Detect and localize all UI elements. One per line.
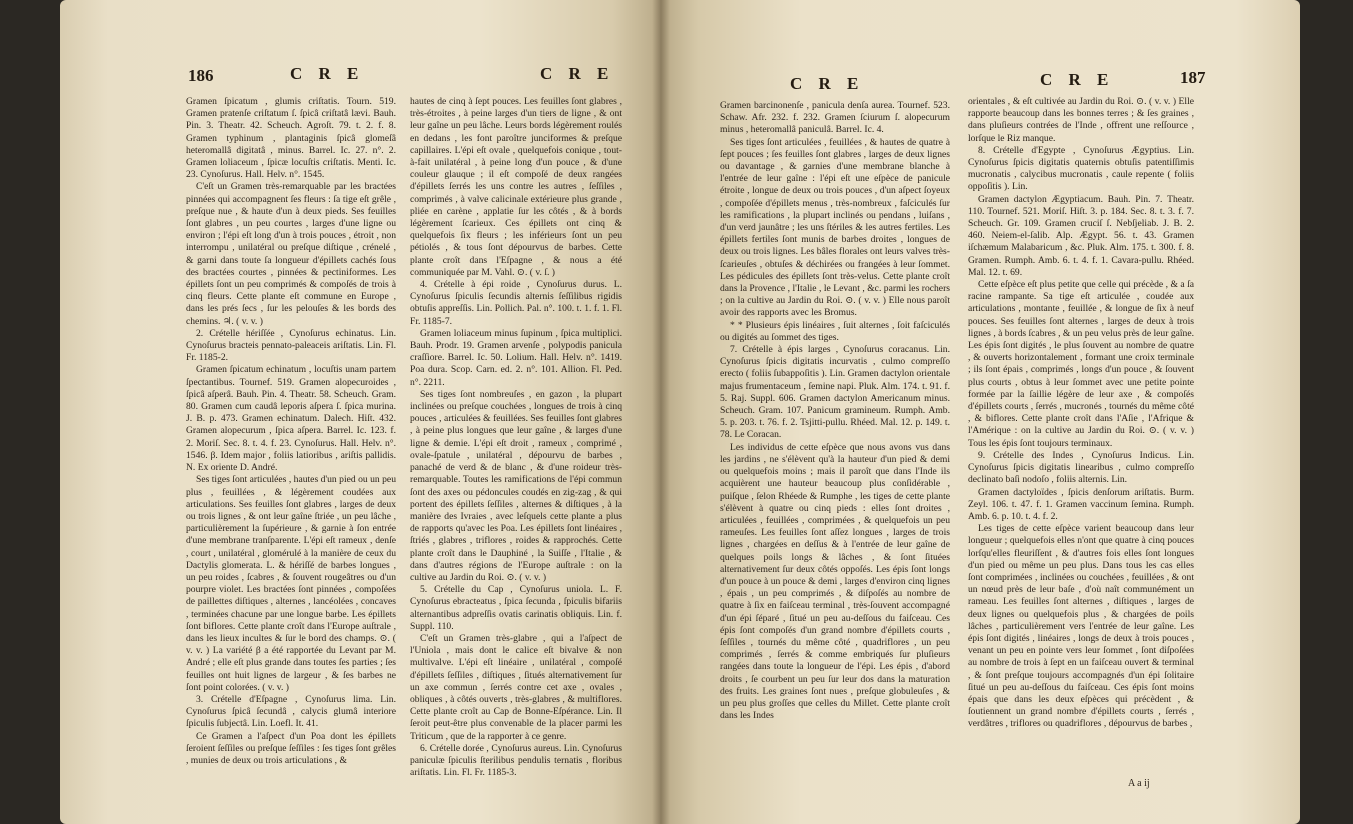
paragraph: Ses tiges ſont articulées , hautes d'un pied ou un peu plus , feuillées , & légèrement coudées aux articulations. Ses feuilles ſont glabres , larges de deux ou trois lignes , & ont leur gaîne ſtriée , un peu lâche , particulièrement la ſupérieure , & garnie à ſon entrée d'une membrane tranſparente. L'épi eſt rameux , denſe , court , unilatéral , glomérulé à la manière de ceux du Dactylis glomerata. L. & hériſſé de barbes longues , un peu roides , ſcabres , & ſouvent rougeâtres ou d'un pourpre violet. Les bractées ſont pinnées , compoſées de paillettes diſtiques , alternes , lancéolées , concaves , terminées chacune par une longue barbe. Les épillets ſont biflores. Cette plante croît dans l'Europe auſtrale , dans les lieux incultes & ſur le bord des champs. ⊙. ( v. v. ) La variété β a été rapportée du Levant par M. André ; elle eſt plus grande dans toutes ſes parties ; ſes feuilles ont huit lignes de largeur , & ſes barbes ne ſont point colorées. ( v. v. ) xyxy=(186,474,396,693)
page-number-right: 187 xyxy=(1180,68,1206,87)
paragraph: Ses tiges ſont nombreuſes , en gazon , la plupart inclinées ou preſque couchées , longues de trois à cinq pouces , articulées & feuillées. Ses feuilles ſont glabres , à peine plus longues que leur gaîne , & larges d'une ligne & demie. L'épi eſt droit , rameux , comprimé , ovale-ſpatule , unilatéral , dépourvu de barbes , panaché de verd & de blanc , & d'une roideur très-remarquable. Toutes les ramifications de l'épi commun ſont des axes ou pédoncules coudés en zig-zag , & qui portent des épillets ſeſſiles , alternes & diſtiques , à la manière des Ivraies , avec leſquels cette plante a plus de rapports qu'avec les Poa. Les épillets ſont linéaires , ſtriés , glabres , triflores , roides & rapprochés. Cette plante croît dans le Dauphiné , la Suiſſe , l'Italie , & dans d'autres régions de l'Europe auſtrale : on la cultive au Jardin du Roi. ⊙. ( v. v. ) xyxy=(410,388,622,583)
running-head-right-1: C R E xyxy=(790,74,865,93)
paragraph: Ses tiges ſont articulées , feuillées , & hautes de quatre à ſept pouces ; ſes feuilles ſont glabres , larges de deux lignes ou davantage , & garnies d'une membrane blanche à l'entrée de leur gaîne : l'épi eſt une eſpèce de panicule étroite , longue de deux ou trois pouces , d'un aſpect ſoyeux , compoſée d'épillets menus , très-nombreux , faſciculés ſur les ramifications , la plupart inclinés ou pendans , luiſans , d'un verd jaunâtre ; les uns ſtériles & les autres fertiles. Les épillets fertiles ſont munis de barbes droites , longues de deux ou trois lignes. Les bâles florales ont leurs valves très-ſcarieuſes , obtuſes & déchirées ou frangées à leur ſommet. Les pédicules des épillets ſont très-velus. Cette plante croît dans la Provence , l'Italie , le Levant , &c. parmi les rochers ; on la cultive au Jardin du Roi. ⊙. ( v. v. ) Elle nous paroît avoir des rapports avec les Bromus. xyxy=(720,136,950,319)
right-column-1 xyxy=(720,100,950,722)
open-book xyxy=(60,0,1300,824)
paragraph: 6. Crételle dorée , Cynoſurus aureus. Lin. Cynoſurus paniculæ ſpiculis ſterilibus pendulis ternatis , floribus ariſtatis. Lin. Fl. Fr. 1185-3. xyxy=(410,742,622,779)
paragraph: Gramen ſpicatum echinatum , locuſtis unam partem ſpectantibus. Tournef. 519. Gramen alopecuroides , ſpicâ aſperâ. Bauh. Pin. 4. Theatr. 58. Scheuch. Gram. 80. Gramen cum caudâ leporis aſpera ſ. ſpica murina. J. B. p. 473. Gramen echinatum. Dalech. Hiſt. 432. Gramen alopecurum , ſpica aſpera. Barrel. Ic. 123. f. 2. Moriſ. Sec. 8. t. 4. f. 23. Cynoſurus. Hall. Helv. n°. 1546. β. Idem major , foliis latioribus , ariſtis pallidis. N. Ex oriente D. André. xyxy=(186,364,396,474)
paragraph: C'eſt un Gramen très-glabre , qui a l'aſpect de l'Uniola , mais dont le calice eſt bivalve & non multivalve. L'épi eſt linéaire , unilatéral , compoſé d'épillets ſeſſiles , diſtiques , ſitués alternativement ſur un axe commun , ſerrés contre cet axe , ovales , obliques , à côtés ouverts , très-glabres , & multiflores. Cette plante croît au Cap de Bonne-Eſpérance. Lin. Il ſeroit peut-être plus convenable de la placer parmi les Triticum , que de la rapporter à ce genre. xyxy=(410,632,622,742)
paragraph: * * Plusieurs épis linéaires , ſuit alternes , ſoit faſciculés ou digités au ſommet des tiges. xyxy=(720,319,950,343)
paragraph: orientales , & eſt cultivée au Jardin du Roi. ⊙. ( v. v. ) Elle rapporte beaucoup dans les bonnes terres ; & ſes graines , dans pluſieurs contrées de l'Inde , offrent une reſſource , lorſque le Riz manque. xyxy=(968,96,1194,144)
right-column-2 xyxy=(968,96,1194,731)
paragraph: Gramen ſpicatum , glumis criſtatis. Tourn. 519. Gramen pratenſe criſtatum ſ. ſpicâ criſtatâ lævi. Bauh. Pin. 3. Theatr. 42. Scheuch. Agroſt. 79. t. 2. f. 8. Gramen typhinum , plantaginis ſpicâ glomeſâ heteromallâ digitatâ , minus. Barrel. Ic. 27. n°. 2. Gramen loliaceum , ſpicæ locuſtis criſtatis. Menti. Ic. 23. Cynoſurus. Hall. Helv. n°. 1545. xyxy=(186,96,396,181)
book-gutter xyxy=(652,0,670,824)
paragraph: 4. Crételle à épi roide , Cynoſurus durus. L. Cynoſurus ſpiculis ſecundis alternis ſeſſilibus rigidis obtuſis appreſſis. Lin. Pollich. Pal. n°. 100. t. 1. f. 1. Fl. Fr. 1185-7. xyxy=(410,279,622,327)
paragraph: C'eſt un Gramen très-remarquable par les bractées pinnées qui accompagnent ſes fleurs : ſa tige eſt grêle , preſque nue , & haute d'un à deux pieds. Ses feuilles ſont glabres , un peu courtes , larges d'une ligne ou environ ; l'épi eſt long d'un à trois pouces , étroit , non interrompu , unilatéral ou preſque diſtique , crénelé , & garni dans toute ſa longueur d'épillets cachés ſous des bractées courtes , pinnées & pectiniformes. Les épillets ſont un peu comprimés & compoſés de trois à cinq fleurs. Cette plante eſt commune en Europe , dans les prés ſecs , ſur les pelouſes & les bords des chemins. ♃. ( v. v. ) xyxy=(186,181,396,327)
paragraph: 8. Crételle d'Egypte , Cynoſurus Ægyptius. Lin. Cynoſurus ſpicis digitatis quaternis obtuſis patentiſſimis mucronatis , calycibus mucronatis , caule repente ( foliis oppoſitis ). Lin. xyxy=(968,144,1194,193)
signature-mark: A a ij xyxy=(1128,778,1150,789)
running-head-right-2: C R E xyxy=(1040,70,1115,89)
paragraph: Gramen dactylon Ægyptiacum. Bauh. Pin. 7. Theatr. 110. Tournef. 521. Moriſ. Hiſt. 3. p. 184. Sec. 8. t. 3. f. 7. Scheuch. Gr. 109. Gramen cruciſ ſ. Nebſjeliab. J. B. 2. 460. Neiem-el-ſalib. Alp. Ægypt. 56. t. 43. Gramen iſchæmum Malabaricum , &c. Pluk. Alm. 175. t. 300. f. 8. Gramen. Rumph. Amb. 6. t. 4. f. 1. Cavara-pullu. Rhéed. Mal. 12. t. 69. xyxy=(968,193,1194,278)
paragraph: Les tiges de cette eſpèce varient beaucoup dans leur longueur ; quelquefois elles n'ont que quatre à cinq pouces lorſqu'elles fleuriſſent , & d'autres fois elles ſont longues d'un pied ou même un peu plus. Dans tous les cas elles ſont comprimées , inclinées ou couchées , feuillées , & ont un nœud près de leur baſe , d'où naît communément un rameau. Les feuilles ſont alternes , diſtiques , larges de deux lignes ou quelquefois plus , & chargées de poils lâches , particulièrement vers l'entrée de leur gaîne. Les épis ſont digités , linéaires , longs de deux à trois pouces , venant un peu en pointe vers leur ſommet , ſont diſpoſées au nombre de trois à ſept en un faiſceau ouvert & terminal , & ſont preſque toujours accompagnés d'un épi ſolitaire ſitué un peu au-deſſous du faiſceau. Ces épis ſont moins épais que dans les deux eſpèces qui précèdent , & ſoutiennent un grand nombre d'épillets courts , ſerrés , verdâtres , triflores ou quadriflores , dépourvus de barbes , xyxy=(968,523,1194,730)
paragraph: Cette eſpèce eſt plus petite que celle qui précède , & a ſa racine rampante. Sa tige eſt articulée , coudée aux articulations , montante , feuillée , & longue de ſix à neuf pouces. Ses feuilles ſont alternes , larges de deux à trois lignes , à bords ſcabres , & un peu velus près de leur gaîne. Les épis ſont digités , le plus ſouvent au nombre de quatre , & ouverts horizontalement , formant une croix terminale ; ils ſont épais , comprimés , longs d'un pouce , & ſouvent plus courts , obtus à leur ſommet avec une petite pointe formée par la ſaillie légère de leur axe , & compoſés d'épillets courts , ſerrés , mucronés , tournés du même côté , & biflores. Cette plante croît dans l'Aſie , l'Afrique & l'Amérique : on la cultive au Jardin du Roi. ⊙. ( v. v. ) Tous les épis ſont toujours terminaux. xyxy=(968,279,1194,449)
page-number-left: 186 xyxy=(188,66,214,85)
paragraph: Gramen dactyloïdes , ſpicis denſorum ariſtatis. Burm. Zeyl. 106. t. 47. f. 1. Gramen vaccinum ſemina. Rumph. Amb. 6. p. 10. t. 4. f. 2. xyxy=(968,486,1194,522)
paragraph: 2. Crételle hériſſée , Cynoſurus echinatus. Lin. Cynoſurus bracteis pennato-paleaceis ariſtatis. Lin. Fl. Fr. 1185-2. xyxy=(186,327,396,364)
paragraph: Ce Gramen a l'aſpect d'un Poa dont les épillets ſeroient ſeſſiles ou preſque ſeſſiles : ſes tiges ſont grêles , munies de deux ou trois articulations , & xyxy=(186,730,396,766)
left-column-2 xyxy=(410,96,622,779)
paragraph: 5. Crételle du Cap , Cynoſurus uniola. L. F. Cynoſurus ebracteatus , ſpica ſecunda , ſpiculis bifariis alternantibus adpreſſis ovatis carinatis obliquis. Lin. f. Suppl. 110. xyxy=(410,584,622,632)
paragraph: 7. Crételle à épis larges , Cynoſurus coracanus. Lin. Cynoſurus ſpicis digitatis incurvatis , culmo compreſſo erecto ( foliis ſubappoſitis ). Lin. Gramen dactylon orientale majus frumentaceum , ſemine napi. Pluk. Alm. 174. t. 91. f. 5. Raj. Suppl. 606. Gramen dactylon Americanum minus. Scheuch. Gram. 107. Panicum gramineum. Rumph. Amb. 5. p. 203. t. 76. f. 2. Tsjitti-pullu. Rhéed. Mal. 12. p. 149. t. 78. Le Coracan. xyxy=(720,344,950,441)
paragraph: 9. Crételle des Indes , Cynoſurus Indicus. Lin. Cynoſurus ſpicis digitatis linearibus , culmo compreſſo declinato baſi nodoſo , foliis alternis. Lin. xyxy=(968,449,1194,486)
right-page xyxy=(660,0,1300,824)
running-head-left-2: C R E xyxy=(540,64,615,83)
left-page xyxy=(60,0,660,824)
paragraph: 3. Crételle d'Eſpagne , Cynoſurus lima. Lin. Cynoſurus ſpicâ ſecundâ , calycis glumâ interiore ſpiculis ſubjectâ. Lin. Loefl. It. 41. xyxy=(186,693,396,730)
paragraph: Gramen barcinonenſe , panicula denſa aurea. Tournef. 523. Schaw. Afr. 232. f. 232. Gramen ſciurum ſ. alopecurum minus , heteromallâ paniculâ. Barrel. Ic. 4. xyxy=(720,100,950,136)
paragraph: Les individus de cette eſpèce que nous avons vus dans les jardins , ne s'élèvent qu'à la hauteur d'un pied & demi ou quelquefois moins ; mais il paroît que dans l'Inde ils acquièrent une hauteur beaucoup plus conſidérable , puiſque , ſelon Rhéede & Rumphe , les tiges de cette plante s'élèvent à quatre ou cinq pieds : elles ſont droites , articulées , feuillées , comprimées , & quelquefois un peu rameuſes. Les feuilles ſont aſſez longues , larges de trois lignes , chargées en deſſus & à l'entrée de leur gaîne de quelques poils longs & lâches , & ſont ſituées alternativement ſur deux côtés oppoſés. Les épis ſont longs d'un pouce à un pouce & demi , larges d'environ cinq lignes , épais , un peu comprimés , & diſpoſés au nombre de quatre à ſix en faiſceau terminal , très-ſouvent accompagné d'un épi ſéparé , ſitué un peu au-deſſous du faiſceau. Ces épis ſont compoſés d'un grand nombre d'épillets courts , ſeſſiles , tournés du même côté , quadriflores , un peu comprimés , ſerrés & comme embriqués ſur pluſieurs rangées dans toute la longueur de l'épi. Les épis , d'abord droits , ſe courbent un peu ſur leur dos dans la maturation des fruits. Les graines ſont nues , preſque globuleuſes , & un peu plus groſſes que celles du Millet. Cette plante croît dans les Indes xyxy=(720,441,950,722)
paragraph: Gramen loliaceum minus ſupinum , ſpica multiplici. Bauh. Prodr. 19. Gramen arvenſe , polypodis panicula craſſiore. Barrel. Ic. 50. Lolium. Hall. Helv. n°. 1419. Poa dura. Scop. Carn. ed. 2. n°. 101. Allion. Fl. Ped. n°. 2211. xyxy=(410,327,622,388)
left-column-1 xyxy=(186,96,396,767)
paragraph: hautes de cinq à ſept pouces. Les feuilles ſont glabres , très-étroites , à peine larges d'un tiers de ligne , & ont leur gaîne un peu lâche. Leurs bords légèrement roulés en dedans , les font paroître junciformes & preſque capillaires. L'épi eſt ovale , quelquefois conique , tout-à-fait unilatéral , à peine long d'un pouce , & d'une couleur glauque ; il eſt compoſé de deux rangées d'épillets ſerrés les uns contre les autres , ſeſſiles , comprimés , à valve calicinale extérieure plus grande , pliée en carène , applatie ſur les côtés , & à bords légèrement ſcarieux. Ces épillets ont cinq & quelquefois ſix fleurs ; les inférieurs ſont un peu pétiolés , & tous ſont dépourvus de barbes. Cette plante croît dans l'Eſpagne , & nous a été communiquée par M. Vahl. ⊙. ( v. ſ. ) xyxy=(410,96,622,278)
running-head-left-1: C R E xyxy=(290,64,365,83)
